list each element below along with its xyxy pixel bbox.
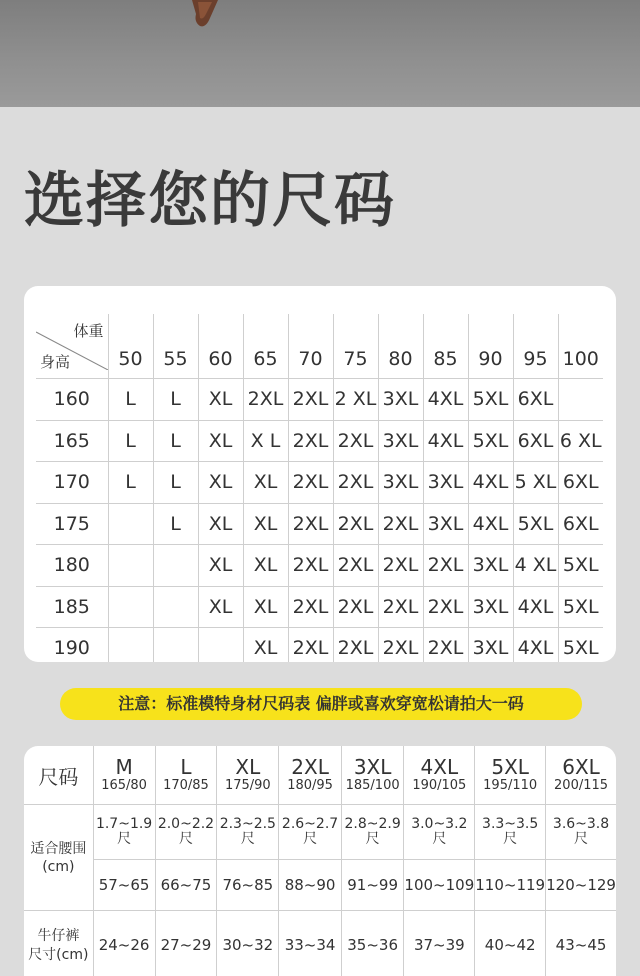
size-cell: 3XL xyxy=(468,586,513,628)
height-header-cell: 170 xyxy=(36,462,108,504)
size-header-label: 尺码 xyxy=(38,765,78,789)
size-cell: XL xyxy=(243,628,288,663)
size-name: L xyxy=(156,756,217,778)
jeans-size-cell: 37~39 xyxy=(404,911,475,976)
size-cell: 2XL xyxy=(333,628,378,663)
size-column-header xyxy=(475,746,546,805)
size-cell: 2XL xyxy=(423,586,468,628)
size-cell: 6XL xyxy=(513,379,558,421)
size-cell: XL xyxy=(198,379,243,421)
size-cell: 2XL xyxy=(333,503,378,545)
chi-unit: 尺 xyxy=(432,831,446,847)
weight-header-cell: 100 xyxy=(558,314,603,379)
waist-chi-cell xyxy=(475,805,546,860)
hero-image xyxy=(0,0,640,107)
jeans-size-cell: 40~42 xyxy=(475,911,546,976)
weight-header-cell: 95 xyxy=(513,314,558,379)
waist-cm-cell: 91~99 xyxy=(341,860,404,911)
size-cell: 2 XL xyxy=(333,379,378,421)
jeans-size-cell: 43~45 xyxy=(546,911,616,976)
size-cell: 2XL xyxy=(288,586,333,628)
weight-header-cell: 70 xyxy=(288,314,333,379)
waist-row-header: 适合腰围 (cm) xyxy=(24,805,93,911)
size-column-header xyxy=(93,746,155,805)
size-cell: X L xyxy=(243,420,288,462)
waist-cm-cell: 110~119 xyxy=(475,860,546,911)
weight-height-chart xyxy=(24,286,616,662)
waist-cm-cell: 88~90 xyxy=(279,860,342,911)
weight-header-cell: 75 xyxy=(333,314,378,379)
size-spec: 200/115 xyxy=(546,778,616,794)
size-cell: 4XL xyxy=(468,462,513,504)
size-name: 6XL xyxy=(546,756,616,778)
table-corner xyxy=(36,314,108,379)
page-title: 选择您的尺码 xyxy=(24,163,396,239)
size-cell: XL xyxy=(198,503,243,545)
table-row xyxy=(36,628,603,663)
size-cell: XL xyxy=(198,420,243,462)
size-cell: 5XL xyxy=(558,586,603,628)
size-cell: 2XL xyxy=(288,503,333,545)
size-cell: 2XL xyxy=(288,628,333,663)
waist-cm-cell: 66~75 xyxy=(155,860,217,911)
size-cell: L xyxy=(108,462,153,504)
weight-header-cell: 65 xyxy=(243,314,288,379)
size-cell xyxy=(558,379,603,421)
size-cell: 6XL xyxy=(558,503,603,545)
chi-unit: 尺 xyxy=(503,831,517,847)
size-spec-chart xyxy=(24,746,616,976)
waist-chi-cell xyxy=(155,805,217,860)
waist-chi-cell xyxy=(93,805,155,860)
sizing-note: 注意：标准模特身材尺码表 偏胖或喜欢穿宽松请拍大一码 xyxy=(60,688,582,720)
size-cell: L xyxy=(108,420,153,462)
size-cell: 2XL xyxy=(288,545,333,587)
size-cell: 4XL xyxy=(513,586,558,628)
size-spec: 185/100 xyxy=(342,778,404,794)
waist-chi-value: 2.0~2.2 xyxy=(158,816,214,832)
size-cell: 2XL xyxy=(333,586,378,628)
waist-chi-value: 3.3~3.5 xyxy=(482,816,538,832)
size-cell: 2XL xyxy=(378,545,423,587)
size-cell: XL xyxy=(198,462,243,504)
size-cell: 3XL xyxy=(378,379,423,421)
size-cell: 2XL xyxy=(288,462,333,504)
size-cell: 4XL xyxy=(513,628,558,663)
jeans-size-cell: 27~29 xyxy=(155,911,217,976)
table-row xyxy=(36,545,603,587)
size-cell: 2XL xyxy=(333,462,378,504)
weight-header-cell: 55 xyxy=(153,314,198,379)
size-cell: XL xyxy=(243,586,288,628)
size-cell: 3XL xyxy=(468,545,513,587)
size-column-header xyxy=(404,746,475,805)
size-cell: 3XL xyxy=(423,462,468,504)
size-cell: XL xyxy=(243,545,288,587)
height-header-cell: 190 xyxy=(36,628,108,663)
size-cell: L xyxy=(108,379,153,421)
waist-chi-value: 2.8~2.9 xyxy=(344,816,400,832)
size-cell: 3XL xyxy=(468,628,513,663)
size-cell: 2XL xyxy=(333,420,378,462)
size-cell: 2XL xyxy=(243,379,288,421)
size-spec: 170/85 xyxy=(156,778,217,794)
waist-chi-value: 2.3~2.5 xyxy=(220,816,276,832)
table-row xyxy=(36,420,603,462)
size-cell: 4 XL xyxy=(513,545,558,587)
size-cell: 2XL xyxy=(288,420,333,462)
size-cell: 5XL xyxy=(558,545,603,587)
size-spec: 190/105 xyxy=(404,778,474,794)
waist-chi-cell xyxy=(546,805,616,860)
size-cell: 4XL xyxy=(423,420,468,462)
size-cell: XL xyxy=(198,586,243,628)
jeans-size-cell: 33~34 xyxy=(279,911,342,976)
chi-unit: 尺 xyxy=(366,831,380,847)
chi-unit: 尺 xyxy=(241,831,255,847)
size-column-header xyxy=(155,746,217,805)
size-cell: 5XL xyxy=(468,379,513,421)
size-cell: 2XL xyxy=(288,379,333,421)
size-name: XL xyxy=(217,756,278,778)
jeans-row-header: 牛仔裤 尺寸(cm) xyxy=(24,911,93,976)
height-axis-label: 身高 xyxy=(40,351,70,372)
size-cell: 2XL xyxy=(378,503,423,545)
size-cell xyxy=(198,628,243,663)
size-name: 5XL xyxy=(475,756,545,778)
weight-header-cell: 80 xyxy=(378,314,423,379)
table-row xyxy=(36,586,603,628)
size-cell xyxy=(153,586,198,628)
size-cell: L xyxy=(153,503,198,545)
size-cell: 3XL xyxy=(378,462,423,504)
waist-chi-cell xyxy=(404,805,475,860)
size-cell xyxy=(153,628,198,663)
weight-axis-label: 体重 xyxy=(73,320,103,341)
size-cell: 2XL xyxy=(333,545,378,587)
size-cell: 4XL xyxy=(468,503,513,545)
size-cell: 2XL xyxy=(378,628,423,663)
chi-unit: 尺 xyxy=(117,831,131,847)
size-cell: 5XL xyxy=(558,628,603,663)
size-spec-table xyxy=(24,746,616,976)
size-cell xyxy=(153,545,198,587)
size-column-header xyxy=(546,746,616,805)
waist-chi-value: 2.6~2.7 xyxy=(282,816,338,832)
weight-header-cell: 90 xyxy=(468,314,513,379)
size-cell: 4XL xyxy=(423,379,468,421)
height-header-cell: 165 xyxy=(36,420,108,462)
size-cell xyxy=(108,586,153,628)
table-row xyxy=(36,379,603,421)
size-column-header xyxy=(341,746,404,805)
jeans-size-cell: 30~32 xyxy=(217,911,279,976)
size-cell: 3XL xyxy=(378,420,423,462)
size-spec: 175/90 xyxy=(217,778,278,794)
chi-unit: 尺 xyxy=(179,831,193,847)
waist-chi-cell xyxy=(341,805,404,860)
size-cell: 6XL xyxy=(558,462,603,504)
size-cell: XL xyxy=(198,545,243,587)
jeans-size-cell: 24~26 xyxy=(93,911,155,976)
height-header-cell: 175 xyxy=(36,503,108,545)
size-column-header xyxy=(279,746,342,805)
size-cell: L xyxy=(153,420,198,462)
size-cell: XL xyxy=(243,462,288,504)
waist-cm-cell: 120~129 xyxy=(546,860,616,911)
size-name: 3XL xyxy=(342,756,404,778)
size-cell: 5 XL xyxy=(513,462,558,504)
table-row xyxy=(36,503,603,545)
waist-chi-value: 3.6~3.8 xyxy=(553,816,609,832)
waist-chi-value: 1.7~1.9 xyxy=(96,816,152,832)
product-image-fragment xyxy=(188,0,228,30)
size-cell: 3XL xyxy=(423,503,468,545)
size-name: M xyxy=(94,756,155,778)
size-cell: L xyxy=(153,462,198,504)
waist-chi-cell xyxy=(217,805,279,860)
weight-header-cell: 85 xyxy=(423,314,468,379)
size-cell xyxy=(108,628,153,663)
waist-cm-cell: 100~109 xyxy=(404,860,475,911)
waist-cm-cell: 57~65 xyxy=(93,860,155,911)
chi-unit: 尺 xyxy=(574,831,588,847)
size-cell xyxy=(108,503,153,545)
size-cell xyxy=(108,545,153,587)
size-cell: L xyxy=(153,379,198,421)
size-cell: 2XL xyxy=(378,586,423,628)
waist-chi-value: 3.0~3.2 xyxy=(411,816,467,832)
weight-header-cell: 50 xyxy=(108,314,153,379)
table-row xyxy=(36,462,603,504)
size-cell: 6 XL xyxy=(558,420,603,462)
size-column-header xyxy=(217,746,279,805)
size-header-cell xyxy=(24,746,93,805)
size-name: 2XL xyxy=(279,756,341,778)
size-cell: 6XL xyxy=(513,420,558,462)
waist-chi-cell xyxy=(279,805,342,860)
waist-cm-cell: 76~85 xyxy=(217,860,279,911)
size-spec: 180/95 xyxy=(279,778,341,794)
size-name: 4XL xyxy=(404,756,474,778)
weight-height-table xyxy=(36,314,603,662)
height-header-cell: 180 xyxy=(36,545,108,587)
size-spec: 165/80 xyxy=(94,778,155,794)
jeans-size-cell: 35~36 xyxy=(341,911,404,976)
height-header-cell: 160 xyxy=(36,379,108,421)
height-header-cell: 185 xyxy=(36,586,108,628)
size-cell: XL xyxy=(243,503,288,545)
size-cell: 5XL xyxy=(513,503,558,545)
size-spec: 195/110 xyxy=(475,778,545,794)
size-cell: 5XL xyxy=(468,420,513,462)
chi-unit: 尺 xyxy=(303,831,317,847)
size-cell: 2XL xyxy=(423,545,468,587)
weight-header-cell: 60 xyxy=(198,314,243,379)
size-cell: 2XL xyxy=(423,628,468,663)
